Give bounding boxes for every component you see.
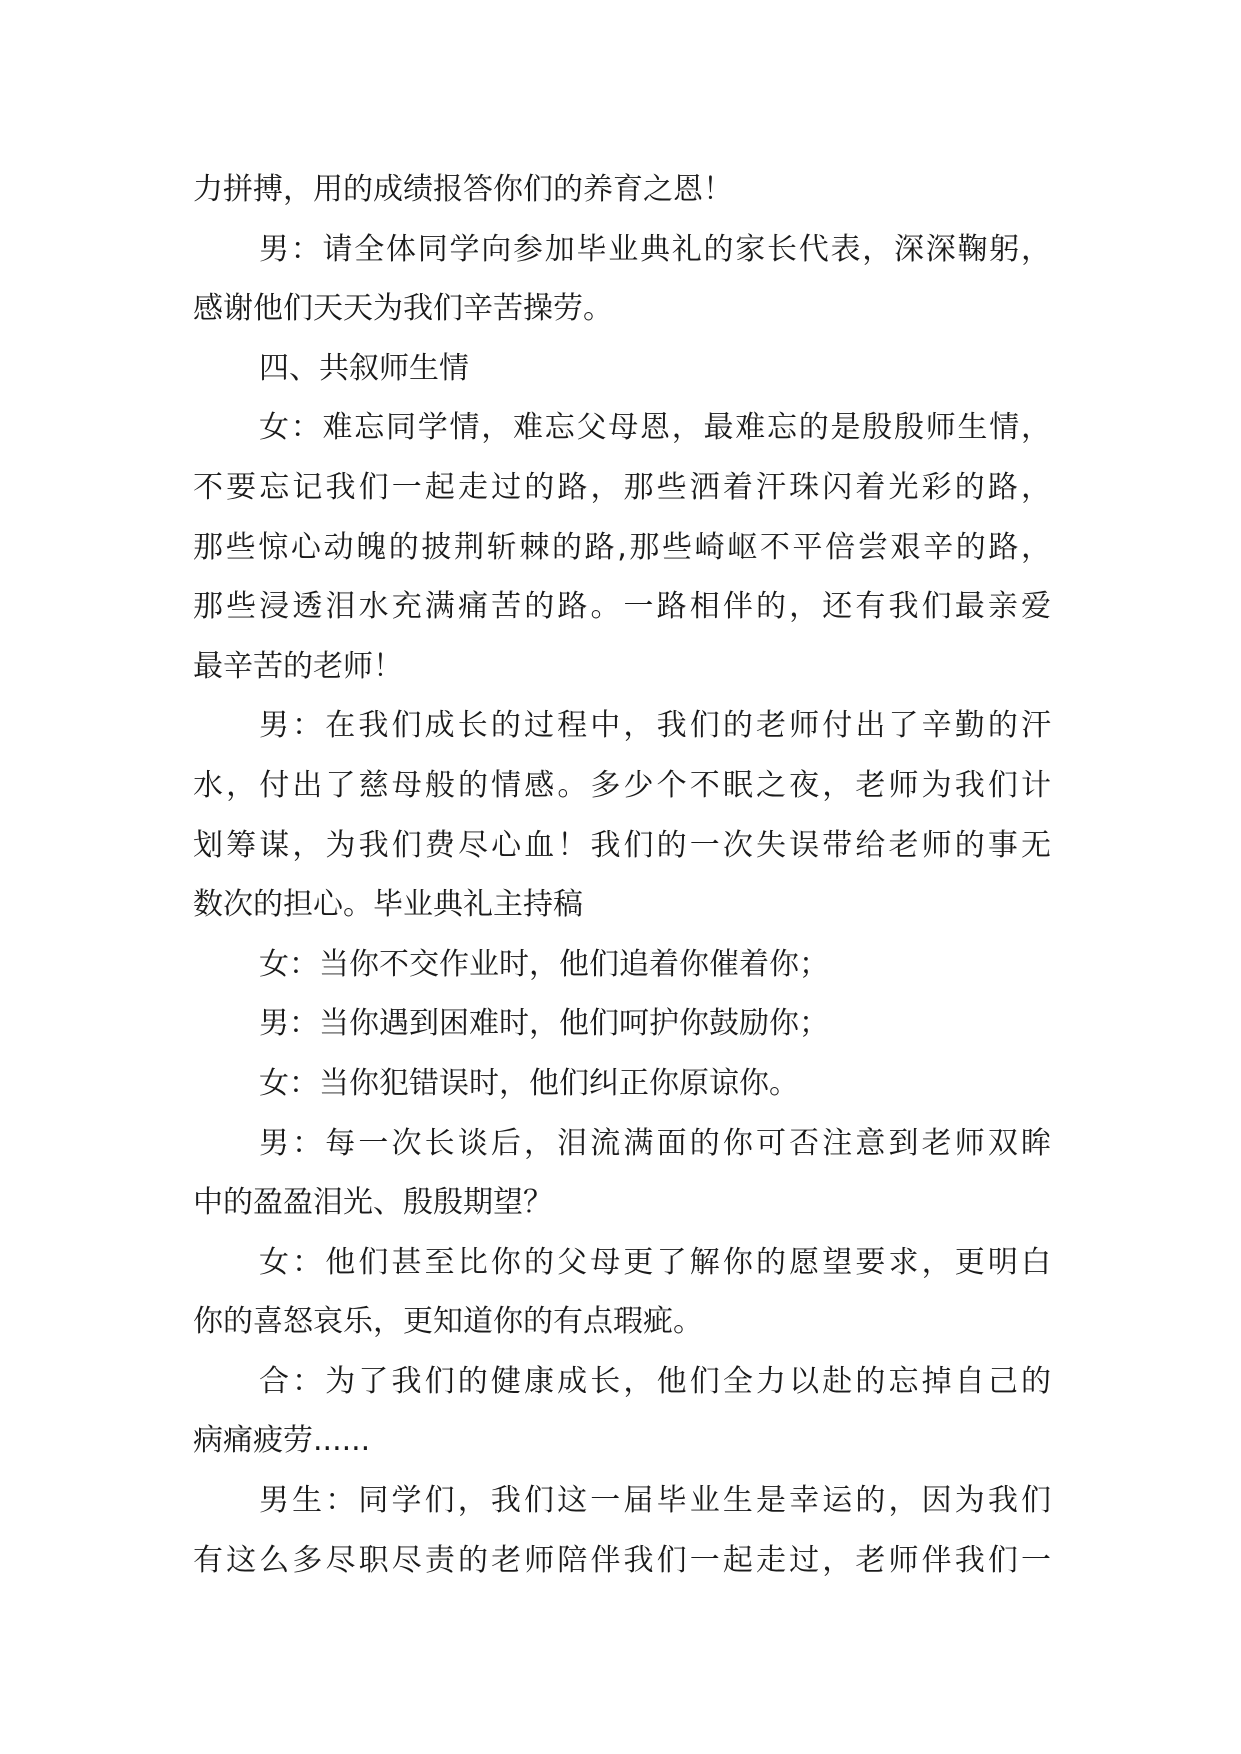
text-line: 女：难忘同学情，难忘父母恩，最难忘的是殷殷师生情，: [259, 410, 1051, 446]
text-line: 男：当你遇到困难时，他们呵护你鼓励你；: [259, 1006, 829, 1042]
text-line: 男：每一次长谈后，泪流满面的你可否注意到老师双眸: [259, 1125, 1051, 1161]
text-line: 那些惊心动魄的披荆斩棘的路,那些崎岖不平倍尝艰辛的路，: [193, 529, 1051, 565]
text-line: 中的盈盈泪光、殷殷期望？: [193, 1185, 553, 1221]
text-line: 划筹谋，为我们费尽心血！我们的一次失误带给老师的事无: [193, 827, 1051, 863]
body-text: [193, 160, 1051, 1590]
text-line: 有这么多尽职尽责的老师陪伴我们一起走过，老师伴我们一: [193, 1542, 1051, 1578]
text-line: 男生：同学们，我们这一届毕业生是幸运的，因为我们: [259, 1483, 1051, 1519]
text-line: 女：当你犯错误时，他们纠正你原谅你。: [259, 1065, 799, 1101]
text-line: 病痛疲劳......: [193, 1423, 371, 1459]
text-line: 那些浸透泪水充满痛苦的路。一路相伴的，还有我们最亲爱: [193, 589, 1051, 625]
text-line: 水，付出了慈母般的情感。多少个不眠之夜，老师为我们计: [193, 767, 1051, 803]
text-line: 男：在我们成长的过程中，我们的老师付出了辛勤的汗: [259, 708, 1051, 744]
text-line: 感谢他们天天为我们辛苦操劳。: [193, 291, 613, 327]
text-line: 不要忘记我们一起走过的路，那些洒着汗珠闪着光彩的路，: [193, 469, 1051, 505]
text-line: 女：当你不交作业时，他们追着你催着你；: [259, 946, 829, 982]
text-line: 数次的担心。毕业典礼主持稿: [193, 887, 583, 923]
text-line: 合：为了我们的健康成长，他们全力以赴的忘掉自己的: [259, 1363, 1051, 1399]
text-line: 力拼搏，用的成绩报答你们的养育之恩！: [193, 172, 733, 207]
text-line: 女：他们甚至比你的父母更了解你的愿望要求，更明白: [259, 1244, 1051, 1280]
text-line: 你的喜怒哀乐，更知道你的有点瑕疵。: [193, 1304, 703, 1340]
text-line: 最辛苦的老师！: [193, 648, 403, 684]
text-line: 男：请全体同学向参加毕业典礼的家长代表，深深鞠躬，: [259, 231, 1051, 267]
section-heading: 四、共叙师生情: [259, 350, 469, 386]
